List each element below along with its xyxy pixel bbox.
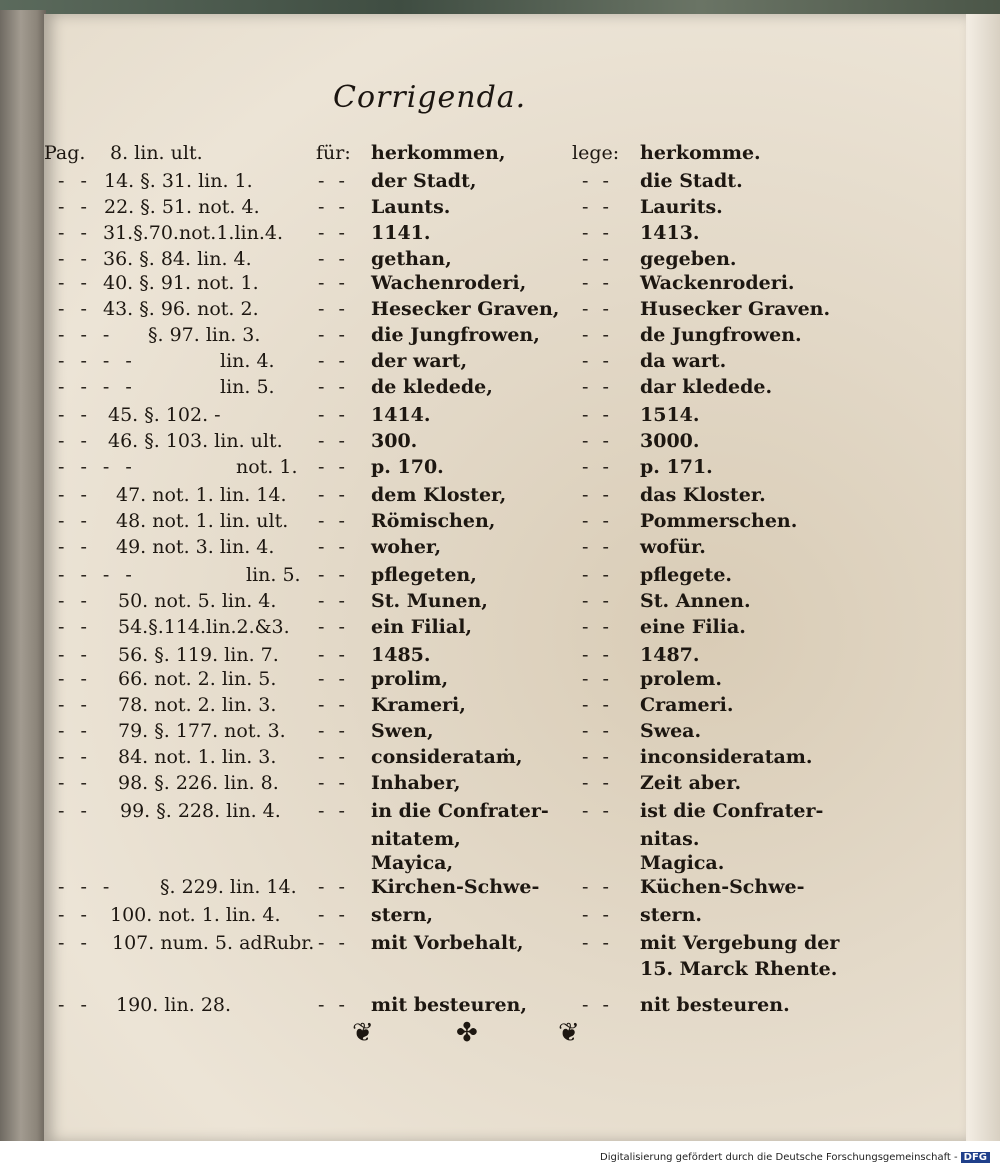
separator-dashes: - - [318,590,349,612]
page-reference: 84. not. 1. lin. 3. [118,746,277,768]
separator-dashes: - - [318,430,349,452]
separator-dashes: - - [582,196,613,218]
corrected-text: de Jungfrowen. [640,324,802,346]
page-reference: 98. §. 226. lin. 8. [118,772,279,794]
corrigenda-row [0,536,1000,564]
corrigenda-row [0,994,1000,1022]
pag-label: Pag. [44,142,86,164]
leader-dashes: - - [58,430,92,452]
erroneous-text: der wart, [371,350,468,372]
corrigenda-row [0,430,1000,458]
page-reference: 100. not. 1. lin. 4. [110,904,281,926]
erroneous-text: Hesecker Graven, [371,298,560,320]
separator-dashes: - - [582,876,613,898]
erroneous-text: die Jungfrowen, [371,324,540,346]
page-reference: not. 1. [236,456,298,478]
page-reference: 46. §. 103. lin. ult. [108,430,283,452]
erroneous-text: stern, [371,904,434,926]
corrigenda-row [0,904,1000,932]
erroneous-text: Inhaber, [371,772,461,794]
erroneous-text: 1485. [371,644,431,666]
corrected-text: 1514. [640,404,700,426]
leader-dashes: - - [58,644,92,666]
corrected-text: Magica. [640,852,725,874]
separator-dashes: - - [318,668,349,690]
separator-dashes: - - [318,510,349,532]
corrected-text: Swea. [640,720,702,742]
corrected-text: 15. Marck Rhente. [640,958,838,980]
erroneous-text: mit besteuren, [371,994,527,1016]
separator-dashes: - - [582,248,613,270]
corrigenda-row [0,272,1000,300]
erroneous-text: 1414. [371,404,431,426]
corrected-text: die Stadt. [640,170,743,192]
erroneous-text: der Stadt, [371,170,477,192]
corrected-text: das Kloster. [640,484,766,506]
erroneous-text: nitatem, [371,828,461,850]
page-reference: 54.§.114.lin.2.&3. [118,616,290,638]
separator-dashes: - - [582,746,613,768]
separator-dashes: - - [582,170,613,192]
corrected-text: Wackenroderi. [640,272,795,294]
erroneous-text: woher, [371,536,442,558]
leader-dashes: - - [58,694,92,716]
leader-dashes: - - - - [58,564,137,586]
erroneous-text: Wachenroderi, [371,272,527,294]
corrigenda-row [0,404,1000,432]
leader-dashes: - - [58,510,92,532]
ornament-icon: ❦ [352,1018,374,1048]
corrected-text: Laurits. [640,196,723,218]
corrigenda-row [0,510,1000,538]
leader-dashes: - - [58,616,92,638]
page-reference: 40. §. 91. not. 1. [103,272,259,294]
corrected-text: herkomme. [640,142,761,164]
erroneous-text: gethan, [371,248,452,270]
credit-text: Digitalisierung gefördert durch die Deutsche Forschungsgemeinschaft - [600,1152,958,1163]
erroneous-text: Swen, [371,720,434,742]
separator-dashes: - - [318,298,349,320]
page-reference: 56. §. 119. lin. 7. [118,644,279,666]
corrected-text: gegeben. [640,248,737,270]
page-reference: 79. §. 177. not. 3. [118,720,286,742]
corrigenda-row [0,616,1000,644]
separator-dashes: - - [318,536,349,558]
erroneous-text: mit Vorbehalt, [371,932,524,954]
erroneous-text: prolim, [371,668,449,690]
page-reference: 22. §. 51. not. 4. [104,196,260,218]
page-reference: 45. §. 102. - [108,404,221,426]
page-reference: 66. not. 2. lin. 5. [118,668,277,690]
corrigenda-row [0,800,1000,828]
dfg-logo: DFG [961,1152,990,1163]
erroneous-text: 1141. [371,222,431,244]
page-reference: 107. num. 5. adRubr. [112,932,315,954]
separator-dashes: - - [318,170,349,192]
page-reference: 47. not. 1. lin. 14. [116,484,287,506]
corrected-text: stern. [640,904,703,926]
separator-dashes: - - [318,932,349,954]
separator-dashes: - - [582,904,613,926]
separator-dashes: - - [318,222,349,244]
separator-dashes: - - [318,564,349,586]
corrected-text: Pommerschen. [640,510,798,532]
corrected-text: 1413. [640,222,700,244]
erroneous-text: 300. [371,430,418,452]
corrected-text: pflegete. [640,564,733,586]
corrigenda-row [0,484,1000,512]
separator-dashes: - - [582,298,613,320]
corrigenda-row [0,668,1000,696]
separator-dashes: - - [582,324,613,346]
corrected-text: ist die Confrater- [640,800,824,822]
erroneous-text: Mayica, [371,852,454,874]
leader-dashes: - - [58,772,92,794]
leader-dashes: - - [58,932,92,954]
leader-dashes: - - [58,404,92,426]
erroneous-text: de kledede, [371,376,493,398]
ornament-icon: ❦ [558,1018,580,1048]
separator-dashes: - - [318,484,349,506]
separator-dashes: - - [582,772,613,794]
corrected-text: Crameri. [640,694,734,716]
corrected-text: nitas. [640,828,700,850]
corrected-text: wofür. [640,536,706,558]
ornament-icon: ✤ [456,1018,478,1048]
page-reference: 36. §. 84. lin. 4. [103,248,252,270]
page-reference: §. 97. lin. 3. [148,324,261,346]
leader-dashes: - - [58,536,92,558]
separator-dashes: - - [318,350,349,372]
corrected-text: mit Vergebung der [640,932,840,954]
separator-dashes: - - [582,720,613,742]
separator-dashes: - - [318,876,349,898]
corrigenda-row [0,324,1000,352]
corrigenda-row [0,222,1000,250]
leader-dashes: - - [58,904,92,926]
separator-dashes: - - [318,272,349,294]
separator-dashes: - - [318,800,349,822]
page-reference: §. 229. lin. 14. [160,876,297,898]
erroneous-text: dem Kloster, [371,484,507,506]
corrigenda-row [0,694,1000,722]
corrected-text: inconsideratam. [640,746,813,768]
corrigenda-row [0,720,1000,748]
leader-dashes: - - [58,800,92,822]
corrected-text: Zeit aber. [640,772,742,794]
corrigenda-row [0,772,1000,800]
erroneous-text: p. 170. [371,456,444,478]
separator-dashes: - - [318,994,349,1016]
separator-dashes: - - [582,510,613,532]
leader-dashes: - - - [58,324,115,346]
page-title: Corrigenda. [333,80,527,115]
page-reference: 50. not. 5. lin. 4. [118,590,277,612]
separator-dashes: - - [318,720,349,742]
separator-dashes: - - [582,484,613,506]
separator-dashes: - - [318,456,349,478]
leader-dashes: - - - - [58,350,137,372]
corrected-text: da wart. [640,350,727,372]
corrected-text: St. Annen. [640,590,751,612]
erroneous-text: herkommen, [371,142,506,164]
separator-dashes: - - [582,404,613,426]
leader-dashes: - - [58,272,92,294]
leader-dashes: - - - - [58,376,137,398]
erroneous-text: considerataṁ, [371,746,523,768]
leader-dashes: - - [58,994,92,1016]
corrected-text: prolem. [640,668,722,690]
separator-dashes: - - [318,772,349,794]
corrigenda-row [0,298,1000,326]
corrigenda-row [0,932,1000,960]
erroneous-text: Römischen, [371,510,496,532]
corrected-text: eine Filia. [640,616,746,638]
page-reference: 31.§.70.not.1.lin.4. [103,222,284,244]
separator-dashes: - - [318,248,349,270]
erroneous-text: pflegeten, [371,564,477,586]
page-reference: 99. §. 228. lin. 4. [120,800,281,822]
leader-dashes: - - - [58,876,115,898]
erroneous-text: in die Confrater- [371,800,549,822]
separator-dashes: - - [582,456,613,478]
separator-dashes: - - [582,222,613,244]
erroneous-text: Kirchen-Schwe- [371,876,540,898]
separator-dashes: - - [318,694,349,716]
separator-dashes: - - [318,196,349,218]
corrigenda-row [0,142,1000,170]
leader-dashes: - - [58,170,92,192]
leader-dashes: - - - - [58,456,137,478]
corrigenda-row [0,958,1000,986]
page-reference: 48. not. 1. lin. ult. [116,510,289,532]
leader-dashes: - - [58,668,92,690]
separator-dashes: - - [582,932,613,954]
separator-dashes: - - [582,536,613,558]
corrigenda-row [0,456,1000,484]
digitization-credit [600,1152,990,1163]
leader-dashes: - - [58,248,92,270]
separator-dashes: - - [318,616,349,638]
corrigenda-row [0,350,1000,378]
separator-dashes: - - [582,272,613,294]
separator-dashes: - - [582,590,613,612]
separator-dashes: - - [318,746,349,768]
erroneous-text: St. Munen, [371,590,488,612]
separator-dashes: - - [582,668,613,690]
separator-dashes: - - [582,800,613,822]
corrigenda-row [0,876,1000,904]
corrected-text: Husecker Graven. [640,298,831,320]
separator-dashes: - - [318,324,349,346]
leader-dashes: - - [58,484,92,506]
leader-dashes: - - [58,746,92,768]
separator-dashes: - - [318,644,349,666]
separator-dashes: - - [318,376,349,398]
leader-dashes: - - [58,196,92,218]
separator-dashes: - - [582,564,613,586]
page-reference: 78. not. 2. lin. 3. [118,694,277,716]
separator-dashes: - - [582,616,613,638]
corrected-text: 1487. [640,644,700,666]
separator-dashes: - - [582,350,613,372]
page-reference: 190. lin. 28. [116,994,232,1016]
leader-dashes: - - [58,720,92,742]
page-reference: lin. 5. [246,564,301,586]
corrigenda-row [0,746,1000,774]
corrigenda-row [0,170,1000,198]
corrected-text: dar kledede. [640,376,773,398]
leader-dashes: - - [58,222,92,244]
corrected-text: p. 171. [640,456,713,478]
page-reference: 49. not. 3. lin. 4. [116,536,275,558]
page-reference: 43. §. 96. not. 2. [103,298,259,320]
erroneous-text: Krameri, [371,694,466,716]
leader-dashes: - - [58,298,92,320]
leader-dashes: - - [58,590,92,612]
separator-dashes: - - [582,430,613,452]
fuer-label: für: [316,142,351,164]
erroneous-text: Launts. [371,196,451,218]
separator-dashes: - - [582,644,613,666]
corrected-text: nit besteuren. [640,994,790,1016]
separator-dashes: - - [582,994,613,1016]
corrected-text: 3000. [640,430,700,452]
page-reference: 14. §. 31. lin. 1. [104,170,253,192]
corrigenda-row [0,196,1000,224]
separator-dashes: - - [318,904,349,926]
corrigenda-row [0,376,1000,404]
corrigenda-row [0,590,1000,618]
separator-dashes: - - [582,376,613,398]
corrigenda-row [0,564,1000,592]
erroneous-text: ein Filial, [371,616,473,638]
separator-dashes: - - [582,694,613,716]
page-reference: lin. 4. [220,350,275,372]
separator-dashes: - - [318,404,349,426]
lege-label: lege: [572,142,620,164]
page-reference: 8. lin. ult. [110,142,203,164]
corrected-text: Küchen-Schwe- [640,876,805,898]
page-reference: lin. 5. [220,376,275,398]
